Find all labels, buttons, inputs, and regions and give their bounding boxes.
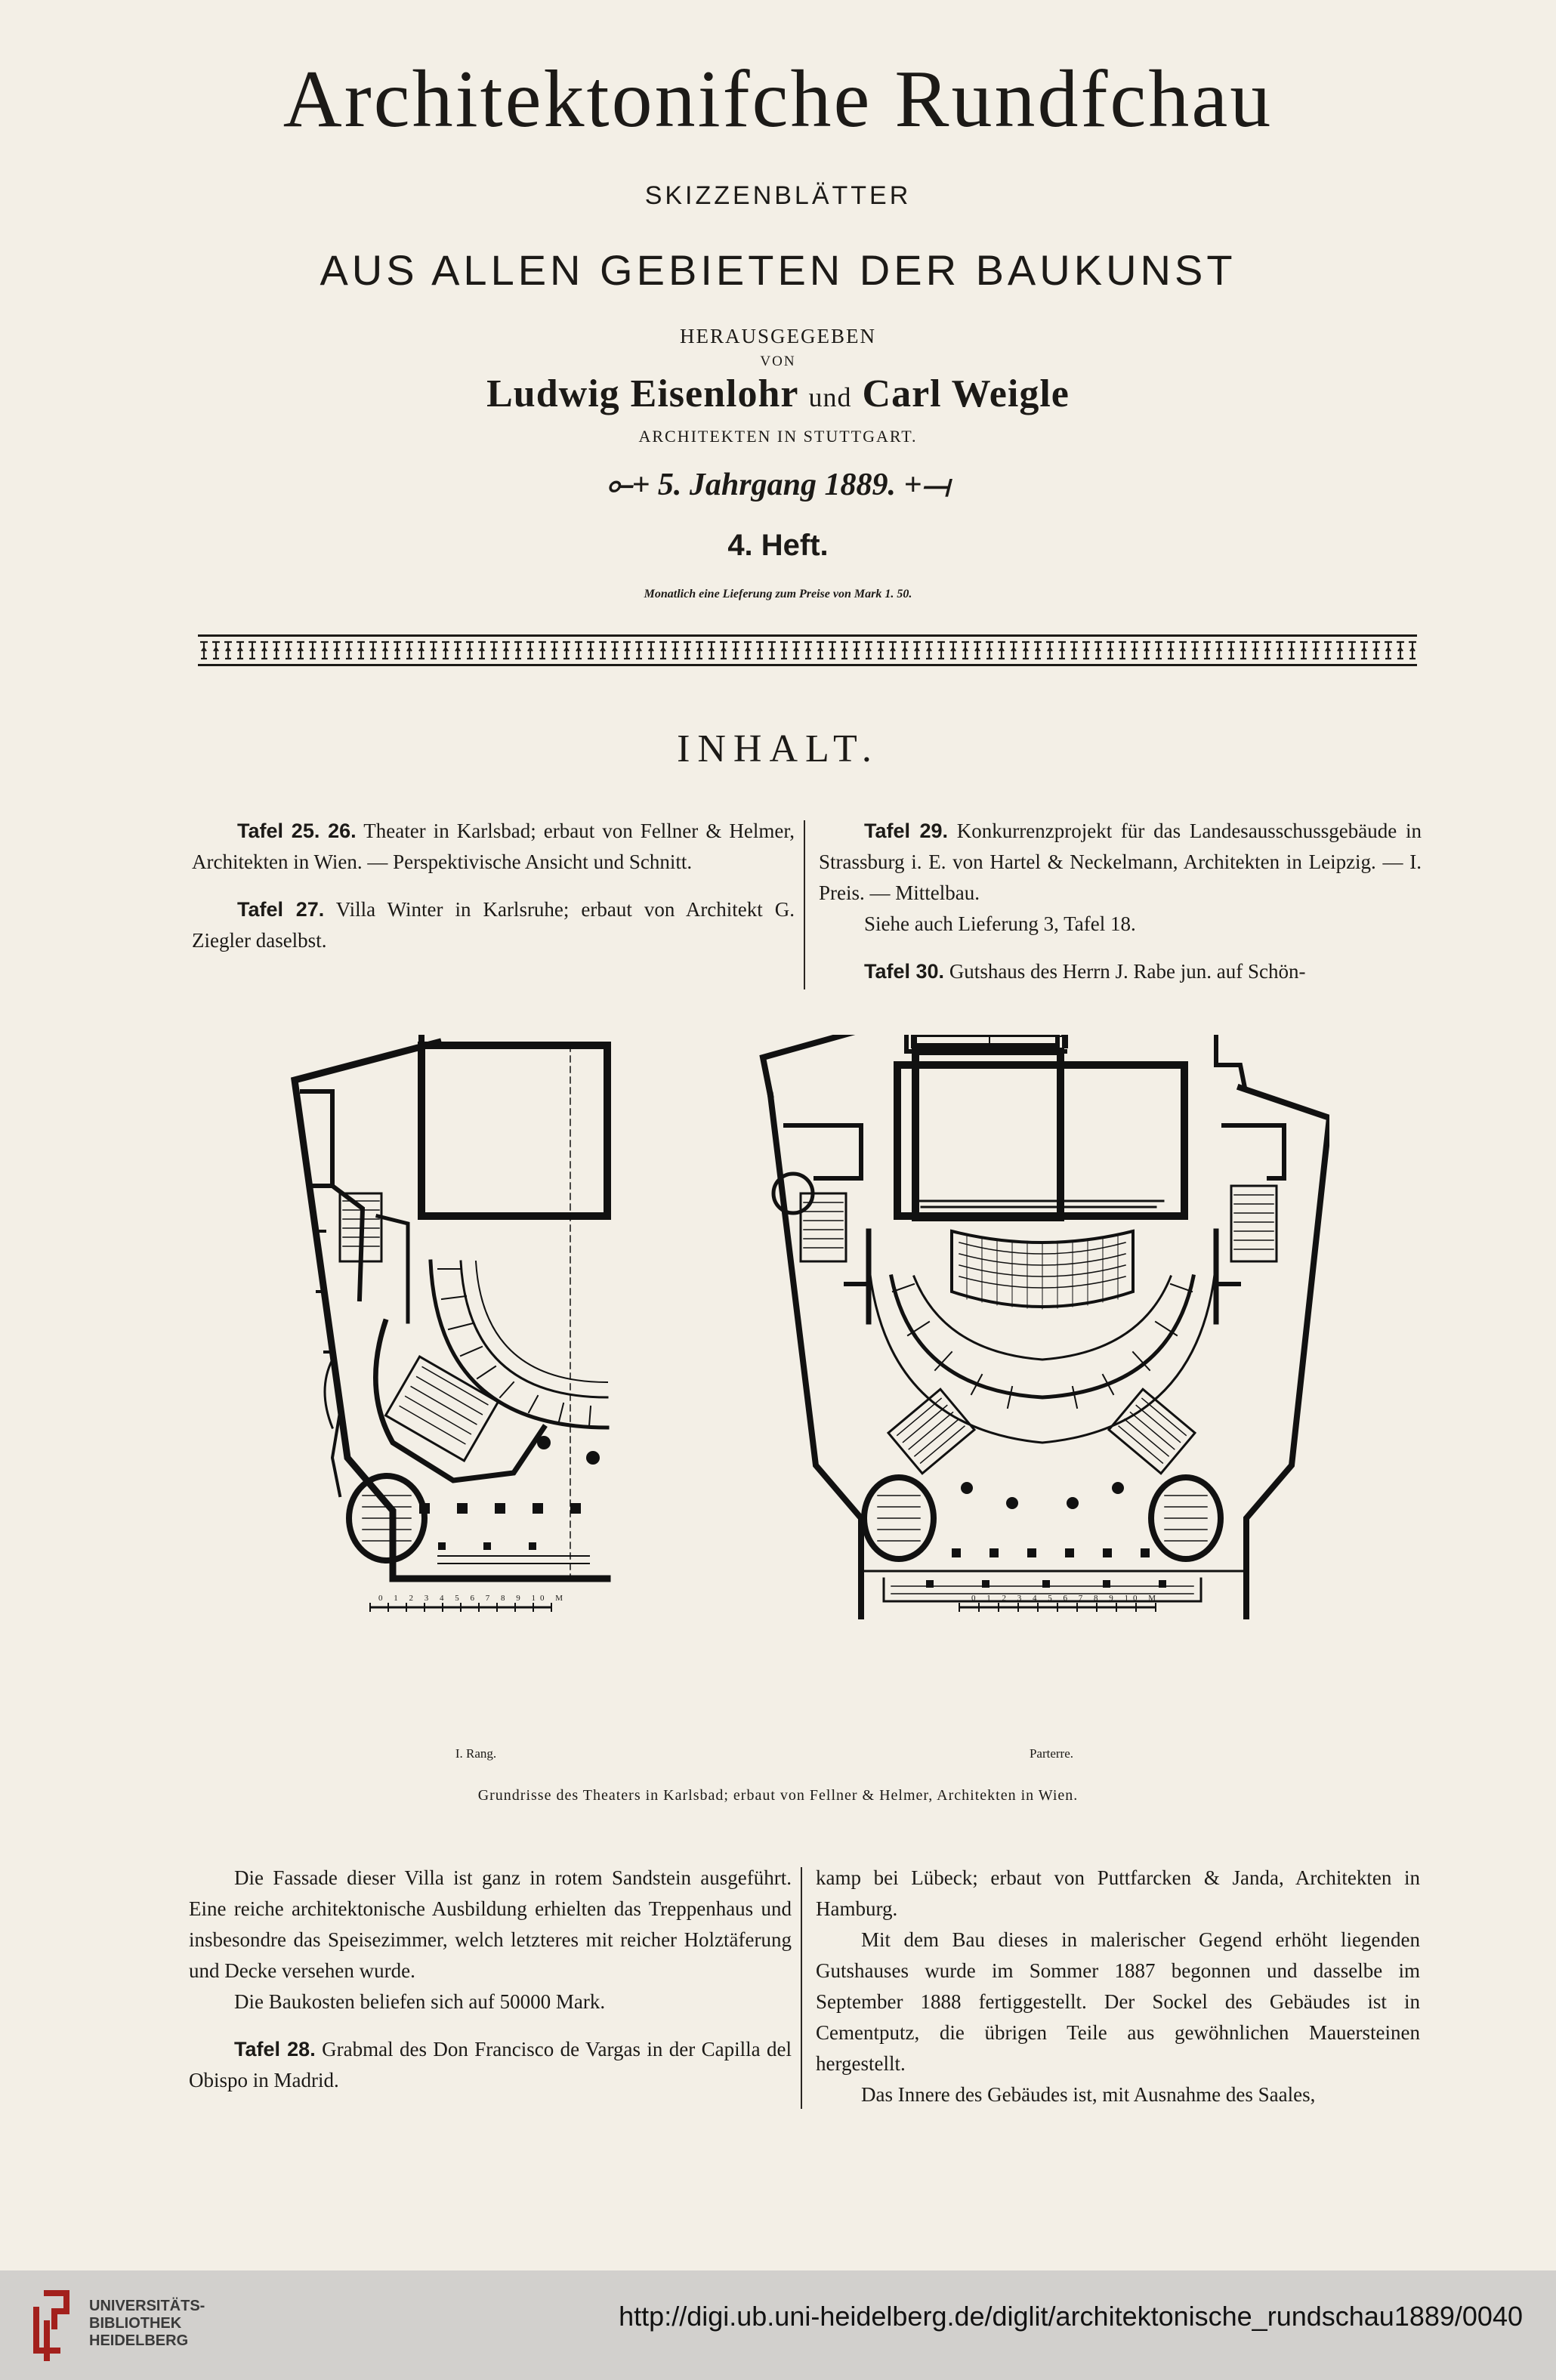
heft-number: 4. Heft.: [727, 529, 829, 562]
editor-weigle: Carl Weigle: [862, 372, 1070, 415]
inhalt-entry: Tafel 25. 26. Theater in Karlsbad; erbaut von Fellner & Helmer, Architekten in Wien. — Perspektivische Ansicht und Schnitt.: [192, 820, 795, 873]
jahrgang-line: [0, 467, 1556, 503]
plan-label-parterre: Parterre.: [1029, 1746, 1074, 1761]
ornamental-border: [198, 634, 1417, 666]
column-divider: [801, 1867, 802, 2109]
body-paragraph: Die Baukosten beliefen sich auf 50000 Mark.: [234, 1990, 606, 2013]
price-note: Monatlich eine Lieferung zum Preise von Mark 1. 50.: [644, 588, 912, 600]
scale-numbers-rang: 0 1 2 3 4 5 6 7 8 9 10 M: [378, 1594, 568, 1603]
inhalt-heading: INHALT.: [677, 727, 879, 770]
subtitle-gebiete: AUS ALLEN GEBIETEN DER BAUKUNST: [320, 246, 1236, 294]
herausgegeben-label: HERAUSGEGEBEN: [680, 325, 876, 347]
editor-eisenlohr: Ludwig Eisenlohr: [486, 372, 798, 415]
source-url-link[interactable]: http://digi.ub.uni-heidelberg.de/diglit/architektonische_rundschau1889/0040: [619, 2301, 1523, 2332]
body-right-column: [816, 1863, 1420, 2110]
inhalt-note: Siehe auch Lieferung 3, Tafel 18.: [864, 912, 1136, 935]
inhalt-left-column: [192, 816, 795, 956]
und-word: und: [808, 382, 852, 412]
editors-line: [0, 372, 1556, 416]
scale-numbers-parterre: 0 1 2 3 4 5 6 7 8 9 10 M: [971, 1594, 1161, 1603]
body-paragraph: Die Fassade dieser Villa ist ganz in rotem Sandstein ausgeführt. Eine reiche architektonische Ausbildung erhielten das Treppenhaus und insbesondre das Speisezimmer, welch letzteres mit reicher Holztäferung und Decke versehen wurde.: [189, 1866, 792, 1982]
floor-plan-rang: [295, 1035, 607, 1579]
inhalt-entry: Tafel 27. Villa Winter in Karlsruhe; erbaut von Architekt G. Ziegler daselbst.: [192, 898, 795, 952]
body-left-column: [189, 1863, 792, 2096]
theater-floor-plans: [287, 1035, 1329, 1639]
von-label: VON: [760, 353, 796, 369]
tafel-28-entry: Tafel 28. Grabmal des Don Francisco de Vargas in der Capilla del Obispo in Madrid.: [189, 2038, 792, 2091]
figure-caption: Grundrisse des Theaters in Karlsbad; erbaut von Fellner & Helmer, Architekten in Wien.: [477, 1787, 1079, 1804]
body-paragraph: Das Innere des Gebäudes ist, mit Ausnahme des Saales,: [861, 2083, 1316, 2106]
library-name: UNIVERSITÄTS- BIBLIOTHEK HEIDELBERG: [89, 2298, 205, 2349]
column-divider: [804, 820, 805, 989]
scale-bar-parterre: [959, 1603, 1156, 1612]
subtitle-skizzenblaetter: SKIZZENBLÄTTER: [644, 181, 912, 210]
body-paragraph: kamp bei Lübeck; erbaut von Puttfarcken & Janda, Architekten in Hamburg.: [816, 1866, 1420, 1920]
inhalt-entry: Tafel 30. Gutshaus des Herrn J. Rabe jun. auf Schön-: [864, 960, 1306, 983]
journal-title: Architektonifche Rundfchau: [282, 54, 1274, 144]
digitization-footer: [0, 2270, 1556, 2380]
body-paragraph: Mit dem Bau dieses in malerischer Gegend erhöht liegenden Gutshauses wurde im Sommer 1887 begonnen und dasselbe im September 1888 fertiggestellt. Der Sockel des Gebäudes ist in Cementputz, die übrigen Teile aus gewöhnlichen Mauersteinen hergestellt.: [816, 1928, 1420, 2075]
university-library-logo-icon: [14, 2286, 83, 2367]
inhalt-entry: Tafel 29. Konkurrenzprojekt für das Landesausschussgebäude in Strassburg i. E. von Hartel & Neckelmann, Architekten in Leipzig. — I. Preis. — Mittelbau.: [819, 820, 1422, 904]
jahrgang-text: 5. Jahrgang 1889.: [657, 468, 896, 502]
right-flourish-icon: +⟞: [895, 468, 950, 502]
architekten-line: ARCHITEKTEN IN STUTTGART.: [638, 427, 918, 446]
inhalt-right-column: [819, 816, 1422, 987]
left-flourish-icon: ⟜+: [606, 468, 658, 502]
floor-plan-parterre: [763, 1035, 1329, 1616]
plan-label-rang: I. Rang.: [455, 1746, 497, 1761]
scale-bar-rang: [370, 1603, 551, 1612]
